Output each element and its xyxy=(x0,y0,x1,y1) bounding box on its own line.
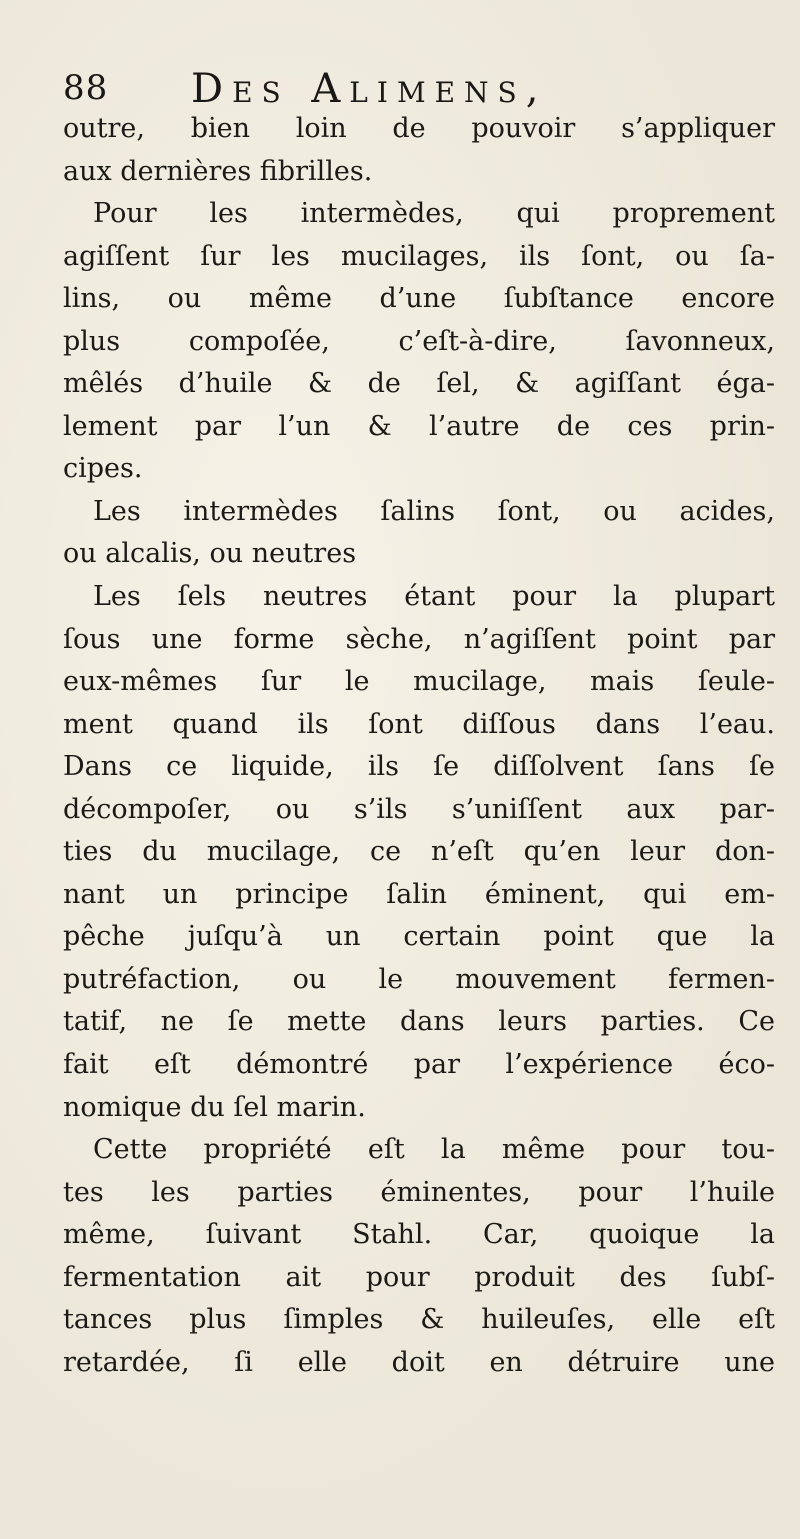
text-line: lement par l’un & l’autre de ces prin- xyxy=(63,410,775,442)
body-text xyxy=(63,108,775,1384)
text-line: outre, bien loin de pouvoir s’appliquer xyxy=(63,113,775,144)
text-line: tances plus ſimples & huileuſes, elle eſt xyxy=(63,1304,775,1336)
text-line: ou alcalis, ou neutres xyxy=(63,538,357,570)
running-title: Des Alimens, xyxy=(191,66,548,112)
text-line: Cette propriété eſt la même pour tou- xyxy=(93,1134,775,1166)
text-line: ſous une forme sèche, n’agiſſent point par xyxy=(63,623,775,655)
text-line: nant un principe ſalin éminent, qui em- xyxy=(63,878,775,910)
text-line: Pour les intermèdes, qui proprement xyxy=(93,198,775,230)
text-line: ties du mucilage, ce n’eſt qu’en leur don- xyxy=(63,836,775,868)
text-line: eux-mêmes ſur le mucilage, mais ſeule- xyxy=(63,666,775,698)
text-line: décompoſer, ou s’ils s’uniſſent aux par- xyxy=(63,793,775,825)
text-line: retardée, ſi elle doit en détruire une xyxy=(63,1346,775,1378)
text-line: agiſſent ſur les mucilages, ils ſont, ou ſa- xyxy=(63,240,775,272)
text-line: lins, ou même d’une ſubſtance encore xyxy=(63,283,775,315)
text-line: ment quand ils ſont diſſous dans l’eau. xyxy=(63,708,775,740)
text-line: Les ſels neutres étant pour la plupart xyxy=(93,581,775,613)
text-line: pêche juſqu’à un certain point que la xyxy=(63,921,775,953)
text-line: fermentation ait pour produit des ſubſ- xyxy=(63,1261,775,1293)
text-line: aux dernières fibrilles. xyxy=(63,155,373,187)
text-line: mêlés d’huile & de ſel, & agiſſant éga- xyxy=(63,368,775,400)
text-line: putréfaction, ou le mouvement fermen- xyxy=(63,963,775,995)
text-line: fait eſt démontré par l’expérience éco- xyxy=(63,1049,775,1081)
text-line: nomique du ſel marin. xyxy=(63,1091,366,1123)
text-line: plus compoſée, c’eſt-à-dire, ſavonneux, xyxy=(63,325,775,357)
text-line: même, ſuivant Stahl. Car, quoique la xyxy=(63,1219,775,1251)
text-line: cipes. xyxy=(63,453,143,485)
text-line: tes les parties éminentes, pour l’huile xyxy=(63,1176,775,1208)
text-line: tatif, ne ſe mette dans leurs parties. Ce xyxy=(63,1006,775,1038)
text-line: Les intermèdes ſalins ſont, ou acides, xyxy=(93,495,775,527)
page-number: 88 xyxy=(63,68,109,108)
text-line: Dans ce liquide, ils ſe diſſolvent ſans ſe xyxy=(63,751,775,783)
